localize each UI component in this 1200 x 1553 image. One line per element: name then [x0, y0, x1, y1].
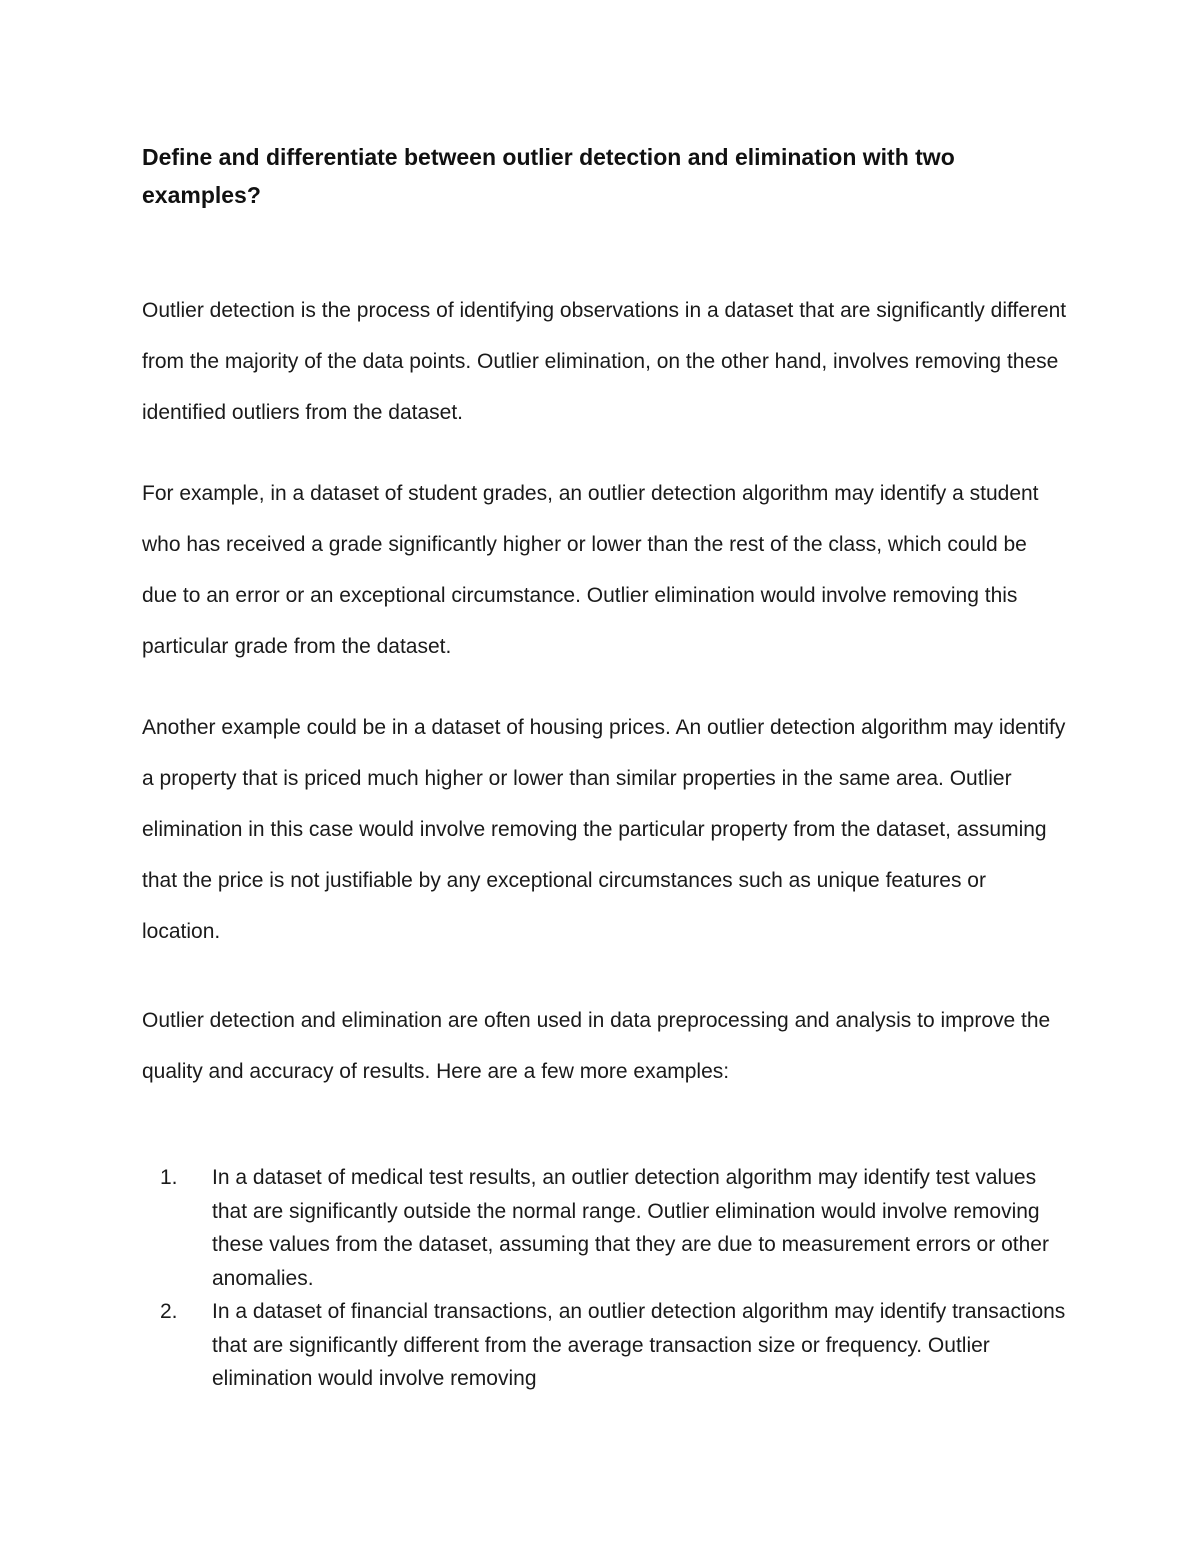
- paragraph-definition: Outlier detection is the process of identifying observations in a dataset that are significantly different from the majority of the data points. Outlier elimination, on the other hand, involves removing these identified outliers from the dataset.: [142, 299, 1067, 424]
- examples-list: [142, 1161, 1067, 1396]
- list-item-text: In a dataset of medical test results, an outlier detection algorithm may identify test values that are significantly outside the normal range. Outlier elimination would involve removing these values from the dataset, assuming that they are due to measurement errors or other anomalies.: [212, 1166, 1049, 1290]
- list-item-text: In a dataset of financial transactions, an outlier detection algorithm may identify transactions that are significantly different from the average transaction size or frequency. Outlier elimination would involve removing: [212, 1300, 1066, 1390]
- paragraph-example-grades: For example, in a dataset of student grades, an outlier detection algorithm may identify a student who has received a grade significantly higher or lower than the rest of the class, which could be due to an error or an exceptional circumstance. Outlier elimination would involve removing this particular grade from the dataset.: [142, 482, 1039, 658]
- list-item: [142, 1295, 1067, 1396]
- list-item-number: 1.: [160, 1166, 178, 1189]
- document-title: Define and differentiate between outlier detection and elimination with two examples?: [142, 144, 955, 208]
- paragraph-example-housing: Another example could be in a dataset of housing prices. An outlier detection algorithm may identify a property that is priced much higher or lower than similar properties in the same area. Outlier elimination in this case would involve removing the particular property from the dataset, assuming that the price is not justifiable by any exceptional circumstances such as unique features or location.: [142, 716, 1066, 943]
- list-item: [142, 1161, 1067, 1295]
- paragraph-summary: Outlier detection and elimination are often used in data preprocessing and analysis to improve the quality and accuracy of results. Here are a few more examples:: [142, 1009, 1051, 1083]
- list-item-number: 2.: [160, 1300, 178, 1323]
